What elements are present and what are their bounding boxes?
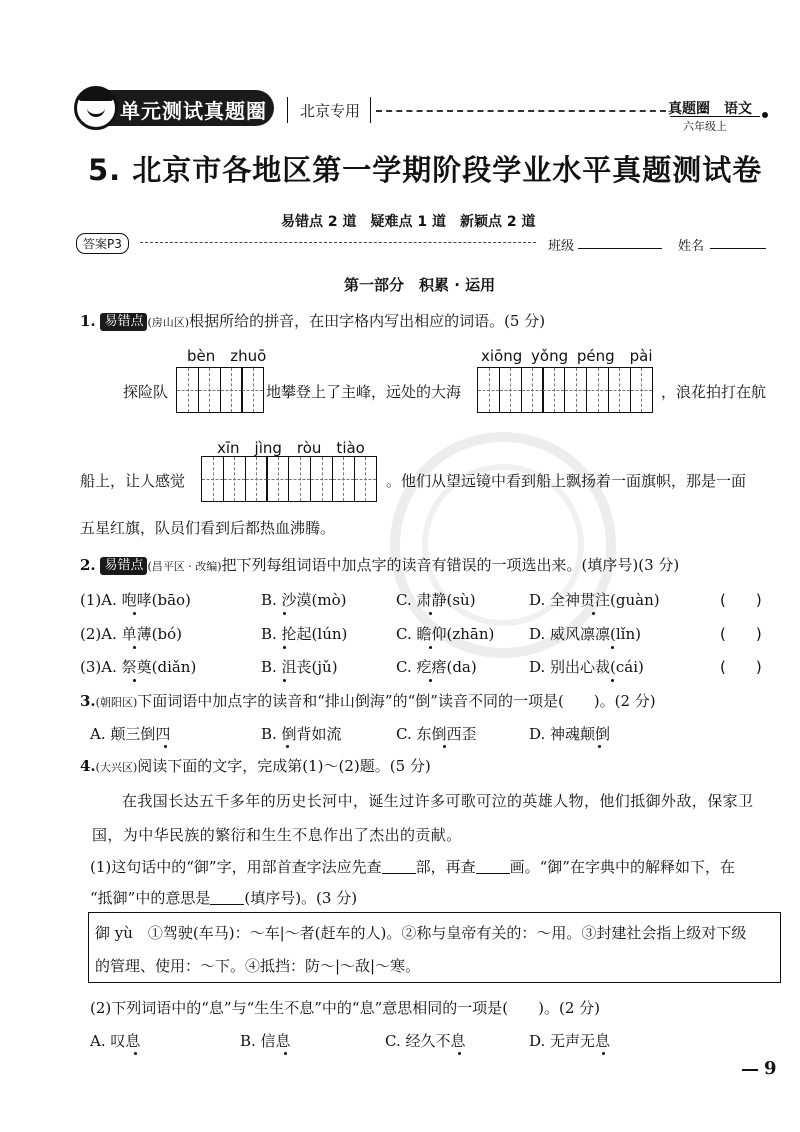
option-a: A. 叹息 [90,1032,141,1050]
option-row-2a: (2)A. 单薄(bó) [80,625,182,643]
option-a: A. 颠三倒四 [90,725,171,743]
question-text: 把下列每组词语中加点字的读音有错误的一项选出来。(填序号)(3 分) [221,556,680,574]
emphasis-dot [133,679,136,682]
option-row-2c: C. 瞻仰(zhān) [396,625,495,643]
grade-label: 六年级上 [683,120,727,133]
question-1 [80,310,545,331]
sub-question-text: 画。“御”在字典中的解释如下，在 [509,858,735,876]
pinyin-1: bèn zhuō [187,347,267,365]
header-underline [670,116,760,117]
sub-question-text: (1)这句话中的“御”字，用部首查字法应先查 [90,858,382,876]
emphasis-dot [284,1052,287,1055]
emphasis-dot [133,646,136,649]
page-title: 5. 北京市各地区第一学期阶段学业水平真题测试卷 [88,153,763,187]
line-text: 五星红旗，队员们看到后都热血沸腾。 [80,519,336,537]
option-d: D. 无声无息 [529,1032,611,1050]
region-note: (昌平区 · 改编) [147,560,222,573]
mascot-icon [74,86,118,130]
line-text: ，浪花拍打在航 [661,383,767,401]
page-number: 9 [764,1058,777,1079]
tianzige-grid-2[interactable] [477,367,652,413]
sub-question-1 [90,856,735,877]
blank-strokes[interactable] [476,860,510,874]
question-3 [80,690,656,711]
class-label: 班级 [548,239,575,254]
question-text: 阅读下面的文字，完成第(1)～(2)题。(5 分) [137,757,431,775]
line-text: 地攀登上了主峰，远处的大海 [266,383,462,401]
dictionary-line-2: 的管理、使用：～下。④抵挡：防～|～敌|～寒。 [95,957,421,975]
question-4 [80,755,431,776]
question-number: 4. [80,757,96,775]
emphasis-dot [164,745,167,748]
answer-dash-line [140,242,536,243]
question-2 [80,554,679,575]
answer-bracket[interactable]: ( ) [720,658,762,676]
error-prone-tag: 易错点 [100,313,147,331]
line-text: 。他们从望远镜中看到船上飘扬着一面旗帜，那是一面 [386,472,747,490]
option-row-1d: D. 全神贯注(guàn) [529,591,660,609]
region-note: (大兴区) [95,761,138,774]
header-divider [287,97,288,123]
part-title: 第一部分 积累 · 运用 [344,276,496,294]
emphasis-dot [429,679,432,682]
region-note: (朝阳区) [95,696,138,709]
emphasis-dot [458,1052,461,1055]
emphasis-dot [602,1052,605,1055]
pinyin-2: xiōng yǒng péng pài [481,347,653,365]
option-d: D. 神魂颠倒 [529,725,611,743]
option-row-2d: D. 威风凛凛(lǐn) [529,625,641,643]
line-text: 船上，让人感觉 [80,472,186,490]
passage-line-1: 在我国长达五千多年的历史长河中，诞生过许多可歌可泣的英雄人物，他们抵御外敌，保家卫 [122,792,754,810]
option-row-3c: C. 疙瘩(da) [396,658,477,676]
blank-radical[interactable] [382,860,416,874]
emphasis-dot [429,612,432,615]
dictionary-line-1: 御 yù ①驾驶(车马)：～车|～者(赶车的人)。②称与皇帝有关的：～用。③封建社会指上级对下级 [95,924,747,942]
name-field[interactable] [710,248,766,249]
emphasis-dot [283,679,286,682]
question-number: 3. [80,692,96,710]
option-row-3d: D. 别出心裁(cái) [529,658,644,676]
sub-question-1-cont [90,887,357,908]
book-label: 真题圈 语文 [668,101,752,117]
option-row-2b: B. 抡起(lún) [261,625,348,643]
question-text: 根据所给的拼音，在田字格内写出相应的词语。(5 分) [189,312,546,330]
option-row-1b: B. 沙漠(mò) [261,591,347,609]
question-text: 下面词语中加点字的读音和“排山倒海”的“倒”读音不同的一项是( )。(2 分) [137,692,656,710]
passage-line-2: 国，为中华民族的繁衍和生生不息作出了杰出的贡献。 [92,826,462,844]
emphasis-dot [592,612,595,615]
option-b: B. 倒背如流 [261,725,342,743]
emphasis-dot [133,612,136,615]
sub-question-2: (2)下列词语中的“息”与“生生不息”中的“息”意思相同的一项是( )。(2 分) [90,999,600,1017]
question-number: 1. [80,312,96,330]
option-row-1c: C. 肃静(sù) [396,591,476,609]
emphasis-dot [611,679,614,682]
question-stats: 易错点 2 道 疑难点 1 道 新颖点 2 道 [281,214,536,230]
emphasis-dot [286,745,289,748]
emphasis-dot [283,612,286,615]
sub-question-text: 部，再查 [415,858,476,876]
region-note: (房山区) [147,316,190,329]
header-dash-line [376,110,666,112]
header-divider [370,97,371,123]
sub-question-text: (填序号)。(3 分) [244,889,358,907]
emphasis-dot [429,646,432,649]
header-dot [762,112,768,118]
question-number: 2. [80,556,96,574]
series-title: 单元测试真题圈 [120,99,267,123]
tianzige-grid-3[interactable] [201,456,376,502]
option-c: C. 东倒西歪 [396,725,477,743]
tianzige-grid-1[interactable] [176,367,263,413]
option-row-3a: (3)A. 祭奠(diǎn) [80,658,197,676]
emphasis-dot [443,745,446,748]
emphasis-dot [134,1052,137,1055]
sub-question-text: “抵御”中的意思是 [90,889,211,907]
region-label: 北京专用 [300,102,361,120]
blank-meaning[interactable] [210,891,244,905]
emphasis-dot [283,646,286,649]
answer-ref-badge: 答案P3 [76,233,129,254]
page-number-dash [742,1069,758,1071]
name-label: 姓名 [678,239,705,254]
error-prone-tag: 易错点 [100,557,147,575]
emphasis-dot [598,745,601,748]
pinyin-3: xīn jìng ròu tiào [217,439,365,457]
answer-bracket[interactable]: ( ) [720,625,762,643]
class-field[interactable] [578,248,662,249]
answer-bracket[interactable]: ( ) [720,591,762,609]
option-c: C. 经久不息 [385,1032,466,1050]
option-b: B. 信息 [240,1032,291,1050]
option-row-3b: B. 沮丧(jǔ) [261,658,338,676]
emphasis-dot [611,646,614,649]
option-row-1a: (1)A. 咆哮(bāo) [80,591,191,609]
line-text: 探险队 [123,383,169,401]
